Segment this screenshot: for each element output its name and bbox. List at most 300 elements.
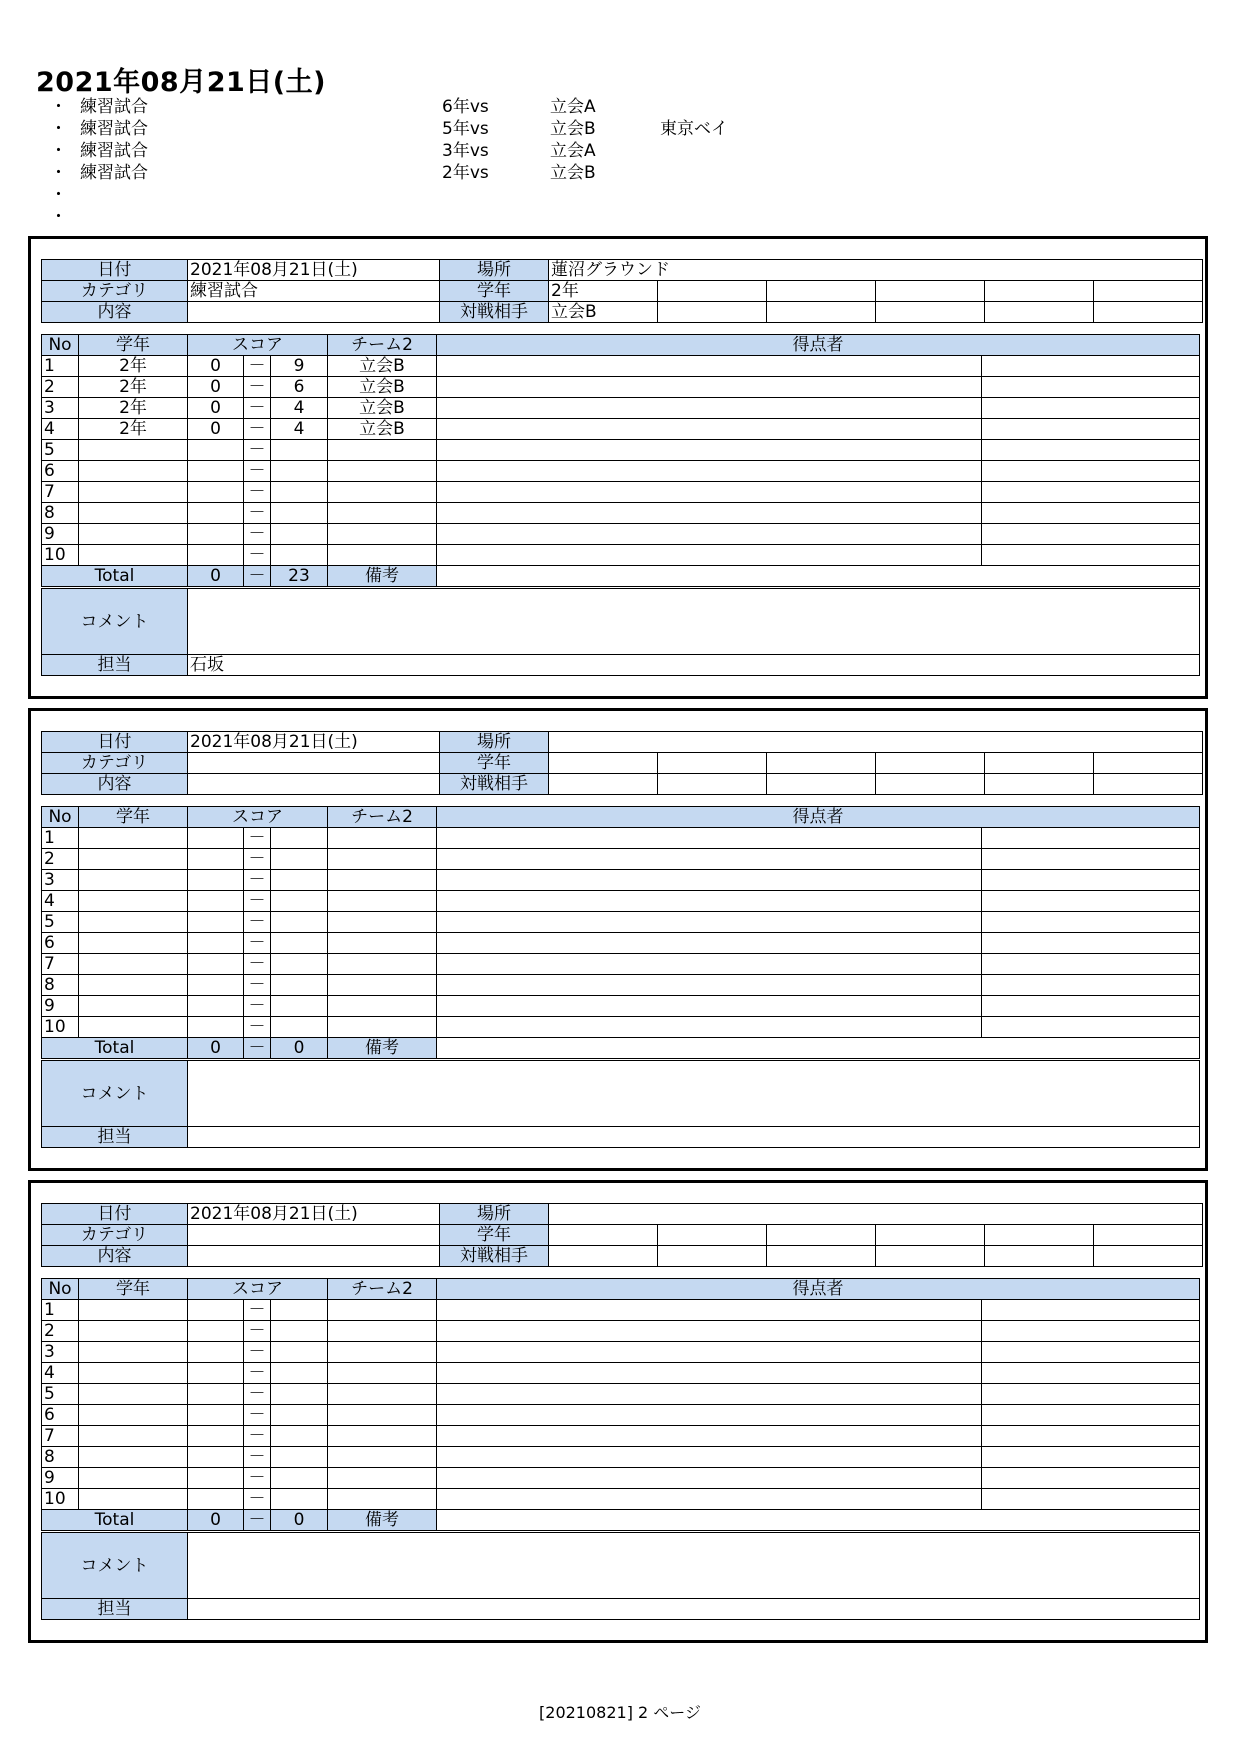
match-card [28, 1180, 1208, 1643]
person-label: 担当 [42, 1127, 188, 1148]
row-grade[interactable] [79, 461, 188, 482]
row-no: 9 [42, 996, 79, 1017]
schedule-label: 練習試合 [80, 97, 148, 117]
row-score-left[interactable] [188, 1363, 244, 1384]
row-score-right[interactable] [271, 891, 328, 912]
row-scorer-extra[interactable] [982, 1405, 1200, 1426]
table-row [42, 996, 1200, 1017]
person-value[interactable] [188, 1599, 1200, 1620]
row-score-left[interactable] [188, 482, 244, 503]
row-grade[interactable] [79, 545, 188, 566]
table-row [42, 828, 1200, 849]
row-team2[interactable] [328, 1342, 437, 1363]
row-scorer-extra[interactable] [982, 1363, 1200, 1384]
row-score-right[interactable] [271, 461, 328, 482]
value-opponent[interactable]: 立会B [549, 302, 658, 323]
row-no: 9 [42, 524, 79, 545]
row-grade[interactable] [79, 912, 188, 933]
row-grade[interactable] [79, 870, 188, 891]
row-score-left[interactable] [188, 828, 244, 849]
schedule-item [50, 184, 810, 206]
row-grade[interactable] [79, 975, 188, 996]
row-scorer-extra[interactable] [982, 975, 1200, 996]
row-grade[interactable] [79, 1017, 188, 1038]
row-team2[interactable] [328, 828, 437, 849]
row-scorer-extra[interactable] [982, 1468, 1200, 1489]
label-opponent: 対戦相手 [440, 1246, 549, 1267]
empty-cell[interactable] [1094, 774, 1203, 795]
row-score-right[interactable] [271, 1489, 328, 1510]
row-team2[interactable] [328, 545, 437, 566]
empty-cell[interactable] [876, 753, 985, 774]
bullet-mark: ・ [50, 119, 67, 139]
schedule-item [50, 96, 810, 118]
row-grade[interactable] [79, 503, 188, 524]
value-opponent[interactable] [549, 774, 658, 795]
row-scorer-extra[interactable] [982, 356, 1200, 377]
label-place: 場所 [440, 732, 549, 753]
row-scorer-extra[interactable] [982, 545, 1200, 566]
row-score-left[interactable] [188, 461, 244, 482]
row-team2[interactable] [328, 912, 437, 933]
row-scorer-extra[interactable] [982, 1447, 1200, 1468]
row-score-right[interactable] [271, 975, 328, 996]
row-team2[interactable] [328, 503, 437, 524]
row-scorer-extra[interactable] [982, 377, 1200, 398]
label-date: 日付 [42, 732, 188, 753]
row-no: 8 [42, 975, 79, 996]
row-scorer[interactable] [437, 503, 982, 524]
row-scorer[interactable] [437, 398, 982, 419]
row-grade[interactable] [79, 891, 188, 912]
value-date[interactable]: 2021年08月21日(土) [188, 1204, 440, 1225]
row-grade[interactable] [79, 1489, 188, 1510]
empty-cell[interactable] [767, 1225, 876, 1246]
table-row [42, 503, 1200, 524]
row-score-left[interactable] [188, 870, 244, 891]
row-grade[interactable] [79, 1468, 188, 1489]
row-score-dash: － [244, 503, 271, 524]
row-score-right[interactable] [271, 1405, 328, 1426]
value-date[interactable]: 2021年08月21日(土) [188, 260, 440, 281]
row-score-dash: － [244, 377, 271, 398]
row-scorer[interactable] [437, 912, 982, 933]
row-scorer-extra[interactable] [982, 419, 1200, 440]
row-scorer[interactable] [437, 440, 982, 461]
row-score-dash: － [244, 419, 271, 440]
row-score-dash: － [244, 891, 271, 912]
row-grade[interactable]: 2年 [79, 398, 188, 419]
row-score-left[interactable] [188, 1447, 244, 1468]
empty-cell[interactable] [658, 302, 767, 323]
row-no: 10 [42, 1017, 79, 1038]
row-score-left[interactable] [188, 1342, 244, 1363]
person-value[interactable] [188, 1127, 1200, 1148]
row-score-left[interactable] [188, 933, 244, 954]
empty-cell[interactable] [658, 1225, 767, 1246]
row-scorer[interactable] [437, 1468, 982, 1489]
row-score-right[interactable] [271, 870, 328, 891]
row-team2[interactable] [328, 482, 437, 503]
row-grade[interactable] [79, 1363, 188, 1384]
empty-cell[interactable] [658, 1246, 767, 1267]
row-scorer[interactable] [437, 891, 982, 912]
row-score-right[interactable] [271, 996, 328, 1017]
row-score-right[interactable]: 9 [271, 356, 328, 377]
row-score-right[interactable] [271, 1384, 328, 1405]
header-team2: チーム2 [328, 1279, 437, 1300]
table-row [42, 1017, 1200, 1038]
row-team2[interactable] [328, 1300, 437, 1321]
remarks-label: 備考 [328, 566, 437, 587]
empty-cell[interactable] [876, 302, 985, 323]
row-team2[interactable] [328, 996, 437, 1017]
row-scorer[interactable] [437, 1447, 982, 1468]
row-scorer[interactable] [437, 461, 982, 482]
row-scorer[interactable] [437, 1321, 982, 1342]
row-grade[interactable] [79, 440, 188, 461]
row-scorer-extra[interactable] [982, 933, 1200, 954]
row-scorer[interactable] [437, 1405, 982, 1426]
row-score-left[interactable] [188, 440, 244, 461]
label-content: 内容 [42, 774, 188, 795]
table-row [42, 1384, 1200, 1405]
row-score-right[interactable] [271, 1363, 328, 1384]
schedule-label: 練習試合 [80, 163, 148, 183]
row-scorer[interactable] [437, 828, 982, 849]
row-score-right[interactable]: 4 [271, 398, 328, 419]
table-row [42, 377, 1200, 398]
row-grade[interactable] [79, 1321, 188, 1342]
empty-cell[interactable] [1094, 753, 1203, 774]
row-scorer[interactable] [437, 377, 982, 398]
row-score-left[interactable] [188, 1468, 244, 1489]
row-team2[interactable]: 立会B [328, 356, 437, 377]
row-scorer-extra[interactable] [982, 870, 1200, 891]
row-score-right[interactable] [271, 1017, 328, 1038]
row-scorer-extra[interactable] [982, 398, 1200, 419]
row-no: 8 [42, 1447, 79, 1468]
row-score-dash: － [244, 1321, 271, 1342]
row-scorer[interactable] [437, 996, 982, 1017]
row-team2[interactable] [328, 933, 437, 954]
value-content[interactable] [188, 774, 440, 795]
empty-cell[interactable] [658, 281, 767, 302]
row-team2[interactable] [328, 891, 437, 912]
total-label: Total [42, 566, 188, 587]
empty-cell[interactable] [985, 302, 1094, 323]
row-grade[interactable] [79, 482, 188, 503]
row-scorer[interactable] [437, 849, 982, 870]
row-scorer-extra[interactable] [982, 1300, 1200, 1321]
total-right: 0 [271, 1510, 328, 1531]
row-grade[interactable]: 2年 [79, 356, 188, 377]
label-grade: 学年 [440, 753, 549, 774]
row-score-dash: － [244, 954, 271, 975]
empty-cell[interactable] [985, 753, 1094, 774]
value-place[interactable] [549, 732, 1203, 753]
row-team2[interactable] [328, 849, 437, 870]
row-team2[interactable] [328, 1363, 437, 1384]
row-scorer[interactable] [437, 870, 982, 891]
row-score-right[interactable] [271, 1321, 328, 1342]
row-team2[interactable] [328, 461, 437, 482]
row-scorer[interactable] [437, 356, 982, 377]
row-score-left[interactable] [188, 1300, 244, 1321]
row-grade[interactable]: 2年 [79, 377, 188, 398]
info-table [41, 1203, 1203, 1267]
row-score-left[interactable] [188, 1489, 244, 1510]
value-category[interactable] [188, 753, 440, 774]
person-value[interactable]: 石坂 [188, 655, 1200, 676]
row-team2[interactable] [328, 1321, 437, 1342]
row-scorer-extra[interactable] [982, 1489, 1200, 1510]
row-scorer[interactable] [437, 1342, 982, 1363]
header-team2: チーム2 [328, 335, 437, 356]
comment-value[interactable] [188, 1533, 1200, 1599]
row-score-left[interactable] [188, 996, 244, 1017]
empty-cell[interactable] [1094, 1246, 1203, 1267]
row-team2[interactable] [328, 1426, 437, 1447]
schedule-opponent: 立会A [550, 97, 596, 117]
row-scorer[interactable] [437, 1017, 982, 1038]
empty-cell[interactable] [876, 1246, 985, 1267]
row-team2[interactable] [328, 954, 437, 975]
row-score-right[interactable] [271, 954, 328, 975]
row-scorer[interactable] [437, 1426, 982, 1447]
row-score-right[interactable] [271, 1342, 328, 1363]
bullet-mark: ・ [50, 207, 67, 227]
row-score-dash: － [244, 524, 271, 545]
row-scorer-extra[interactable] [982, 912, 1200, 933]
row-team2[interactable] [328, 1405, 437, 1426]
row-grade[interactable]: 2年 [79, 419, 188, 440]
value-content[interactable] [188, 302, 440, 323]
empty-cell[interactable] [658, 753, 767, 774]
row-scorer[interactable] [437, 954, 982, 975]
row-score-right[interactable] [271, 849, 328, 870]
row-team2[interactable] [328, 870, 437, 891]
row-score-dash: － [244, 545, 271, 566]
row-grade[interactable] [79, 933, 188, 954]
empty-cell[interactable] [876, 774, 985, 795]
row-score-right[interactable] [271, 1426, 328, 1447]
row-team2[interactable] [328, 1447, 437, 1468]
row-scorer-extra[interactable] [982, 1384, 1200, 1405]
value-place[interactable] [549, 1204, 1203, 1225]
row-score-dash: － [244, 440, 271, 461]
row-scorer-extra[interactable] [982, 828, 1200, 849]
row-scorer-extra[interactable] [982, 954, 1200, 975]
table-row [42, 524, 1200, 545]
row-scorer[interactable] [437, 1300, 982, 1321]
row-grade[interactable] [79, 524, 188, 545]
empty-cell[interactable] [658, 774, 767, 795]
row-scorer-extra[interactable] [982, 1321, 1200, 1342]
total-dash: － [244, 1038, 271, 1059]
row-scorer-extra[interactable] [982, 440, 1200, 461]
row-no: 2 [42, 849, 79, 870]
row-team2[interactable] [328, 975, 437, 996]
empty-cell[interactable] [985, 281, 1094, 302]
value-date[interactable]: 2021年08月21日(土) [188, 732, 440, 753]
row-team2[interactable]: 立会B [328, 398, 437, 419]
row-scorer[interactable] [437, 1384, 982, 1405]
row-grade[interactable] [79, 954, 188, 975]
row-scorer-extra[interactable] [982, 849, 1200, 870]
label-content: 内容 [42, 302, 188, 323]
row-score-left[interactable] [188, 503, 244, 524]
row-scorer-extra[interactable] [982, 1426, 1200, 1447]
empty-cell[interactable] [985, 1225, 1094, 1246]
row-score-left[interactable] [188, 954, 244, 975]
label-date: 日付 [42, 260, 188, 281]
row-scorer[interactable] [437, 419, 982, 440]
row-scorer-extra[interactable] [982, 1017, 1200, 1038]
row-score-right[interactable] [271, 828, 328, 849]
row-score-left[interactable] [188, 849, 244, 870]
row-no: 3 [42, 398, 79, 419]
row-scorer[interactable] [437, 1363, 982, 1384]
empty-cell[interactable] [767, 1246, 876, 1267]
comment-table [41, 1060, 1200, 1148]
row-score-right[interactable] [271, 1447, 328, 1468]
row-grade[interactable] [79, 1342, 188, 1363]
row-score-left[interactable] [188, 545, 244, 566]
row-score-left[interactable] [188, 1384, 244, 1405]
row-grade[interactable] [79, 1426, 188, 1447]
page-footer: [20210821] 2 ページ [539, 1703, 701, 1722]
value-category[interactable] [188, 1225, 440, 1246]
row-score-left[interactable]: 0 [188, 377, 244, 398]
row-scorer[interactable] [437, 975, 982, 996]
remarks-label: 備考 [328, 1038, 437, 1059]
row-score-right[interactable] [271, 1468, 328, 1489]
row-grade[interactable] [79, 1384, 188, 1405]
row-no: 5 [42, 440, 79, 461]
empty-cell[interactable] [767, 774, 876, 795]
empty-cell[interactable] [767, 753, 876, 774]
row-scorer-extra[interactable] [982, 482, 1200, 503]
remarks-value[interactable] [437, 1038, 1200, 1059]
value-grade[interactable]: 2年 [549, 281, 658, 302]
row-grade[interactable] [79, 849, 188, 870]
row-score-right[interactable] [271, 912, 328, 933]
row-team2[interactable] [328, 1489, 437, 1510]
empty-cell[interactable] [1094, 1225, 1203, 1246]
header-no: No [42, 1279, 79, 1300]
row-team2[interactable]: 立会B [328, 377, 437, 398]
remarks-value[interactable] [437, 1510, 1200, 1531]
row-score-right[interactable] [271, 482, 328, 503]
row-score-right[interactable] [271, 503, 328, 524]
row-score-right[interactable] [271, 440, 328, 461]
empty-cell[interactable] [876, 281, 985, 302]
row-scorer[interactable] [437, 1489, 982, 1510]
row-grade[interactable] [79, 996, 188, 1017]
row-score-left[interactable] [188, 912, 244, 933]
row-score-left[interactable]: 0 [188, 398, 244, 419]
row-scorer[interactable] [437, 933, 982, 954]
table-row [42, 440, 1200, 461]
row-score-left[interactable] [188, 1321, 244, 1342]
row-team2[interactable]: 立会B [328, 419, 437, 440]
row-team2[interactable] [328, 1468, 437, 1489]
schedule-label: 練習試合 [80, 119, 148, 139]
row-scorer-extra[interactable] [982, 461, 1200, 482]
label-date: 日付 [42, 1204, 188, 1225]
row-team2[interactable] [328, 1017, 437, 1038]
value-category[interactable]: 練習試合 [188, 281, 440, 302]
comment-value[interactable] [188, 589, 1200, 655]
row-scorer[interactable] [437, 545, 982, 566]
row-grade[interactable] [79, 1405, 188, 1426]
row-score-right[interactable]: 6 [271, 377, 328, 398]
row-score-left[interactable]: 0 [188, 419, 244, 440]
empty-cell[interactable] [767, 281, 876, 302]
row-team2[interactable] [328, 1384, 437, 1405]
row-score-right[interactable]: 4 [271, 419, 328, 440]
row-scorer[interactable] [437, 482, 982, 503]
empty-cell[interactable] [985, 1246, 1094, 1267]
empty-cell[interactable] [876, 1225, 985, 1246]
row-scorer-extra[interactable] [982, 996, 1200, 1017]
row-scorer[interactable] [437, 524, 982, 545]
empty-cell[interactable] [985, 774, 1094, 795]
row-scorer-extra[interactable] [982, 524, 1200, 545]
label-category: カテゴリ [42, 281, 188, 302]
row-team2[interactable] [328, 524, 437, 545]
row-score-left[interactable] [188, 1426, 244, 1447]
row-score-left[interactable] [188, 1017, 244, 1038]
row-grade[interactable] [79, 1300, 188, 1321]
row-scorer-extra[interactable] [982, 891, 1200, 912]
row-score-left[interactable] [188, 1405, 244, 1426]
row-team2[interactable] [328, 440, 437, 461]
row-grade[interactable] [79, 828, 188, 849]
value-opponent[interactable] [549, 1246, 658, 1267]
row-scorer-extra[interactable] [982, 1342, 1200, 1363]
row-score-left[interactable]: 0 [188, 356, 244, 377]
value-grade[interactable] [549, 1225, 658, 1246]
row-score-left[interactable] [188, 975, 244, 996]
row-score-right[interactable] [271, 524, 328, 545]
row-score-right[interactable] [271, 933, 328, 954]
row-grade[interactable] [79, 1447, 188, 1468]
person-label: 担当 [42, 1599, 188, 1620]
row-score-dash: － [244, 1489, 271, 1510]
remarks-value[interactable] [437, 566, 1200, 587]
empty-cell[interactable] [767, 302, 876, 323]
value-place[interactable]: 蓮沼グラウンド [549, 260, 1203, 281]
row-score-left[interactable] [188, 891, 244, 912]
row-scorer-extra[interactable] [982, 503, 1200, 524]
value-content[interactable] [188, 1246, 440, 1267]
info-table [41, 259, 1203, 323]
match-card [28, 708, 1208, 1171]
row-score-left[interactable] [188, 524, 244, 545]
header-scorer: 得点者 [437, 807, 1200, 828]
row-score-dash: － [244, 1405, 271, 1426]
empty-cell[interactable] [1094, 281, 1203, 302]
value-grade[interactable] [549, 753, 658, 774]
empty-cell[interactable] [1094, 302, 1203, 323]
row-no: 10 [42, 1489, 79, 1510]
row-no: 1 [42, 1300, 79, 1321]
comment-value[interactable] [188, 1061, 1200, 1127]
row-score-right[interactable] [271, 1300, 328, 1321]
row-score-right[interactable] [271, 545, 328, 566]
